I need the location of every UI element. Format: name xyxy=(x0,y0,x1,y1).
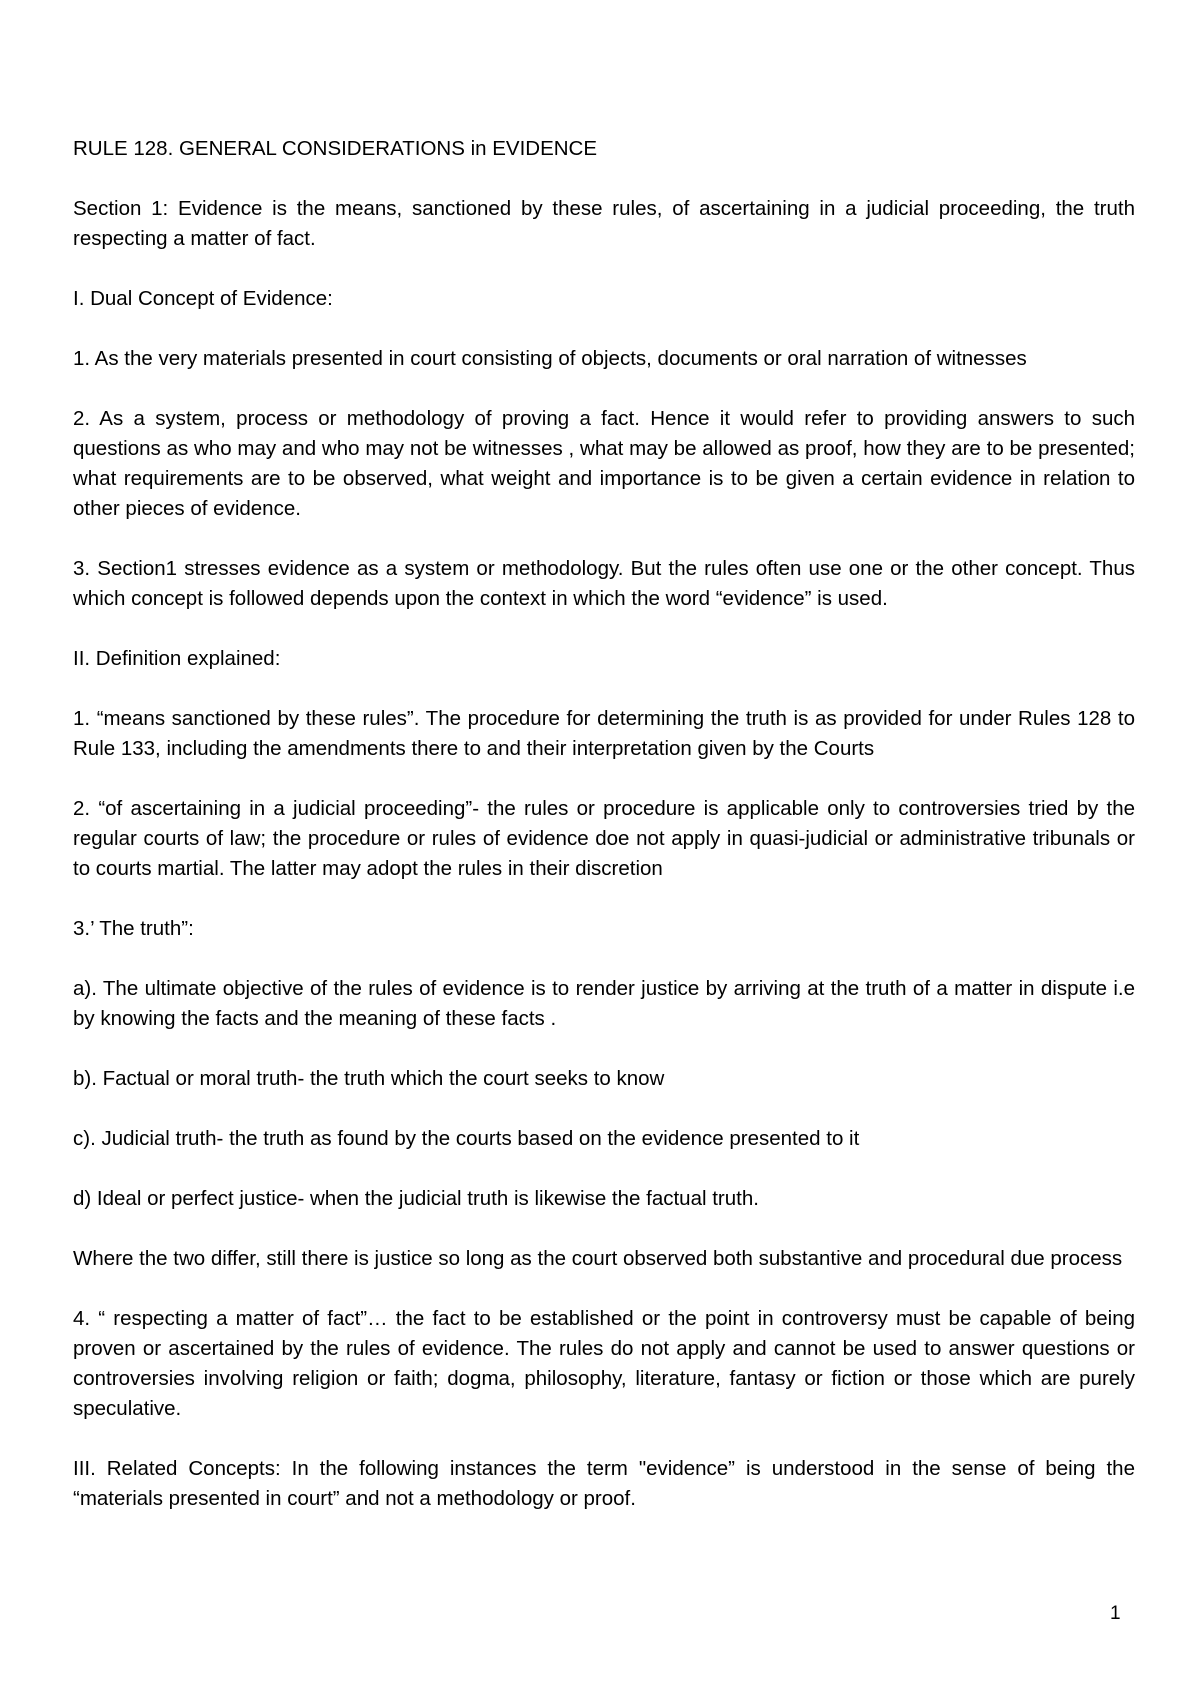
definition-item-4: 4. “ respecting a matter of fact”… the fact to be established or the point in controversy must be capable of being proven or ascertained by the rules of evidence. The rules do not apply and cannot be used to answer questions or controversies involving religion or faith; dogma, philosophy, literature, fantasy or fiction or those which are purely speculative. xyxy=(73,1307,1135,1420)
truth-item-b: b). Factual or moral truth- the truth which the court seeks to know xyxy=(73,1067,665,1090)
heading-related-concepts: III. Related Concepts: In the following instances the term "evidence” is understood in the sense of being the “materials presented in court” and not a methodology or proof. xyxy=(73,1457,1135,1510)
truth-item-d: d) Ideal or perfect justice- when the judicial truth is likewise the factual truth. xyxy=(73,1187,759,1210)
definition-item-1: 1. “means sanctioned by these rules”. The procedure for determining the truth is as provided for under Rules 128 to Rule 133, including the amendments there to and their interpretation given by the Courts xyxy=(73,707,1135,760)
heading-dual-concept: I. Dual Concept of Evidence: xyxy=(73,287,333,310)
document-page xyxy=(73,134,1135,1544)
truth-item-a: a). The ultimate objective of the rules of evidence is to render justice by arriving at the truth of a matter in dispute i.e by knowing the facts and the meaning of these facts . xyxy=(73,977,1135,1030)
dual-concept-item-2: 2. As a system, process or methodology of proving a fact. Hence it would refer to providing answers to such questions as who may and who may not be witnesses , what may be allowed as proof, how they are to be presented; what requirements are to be observed, what weight and importance is to be given a certain evidence in relation to other pieces of evidence. xyxy=(73,407,1135,520)
dual-concept-item-3: 3. Section1 stresses evidence as a system or methodology. But the rules often use one or the other concept. Thus which concept is followed depends upon the context in which the word “evidence” is used. xyxy=(73,557,1135,610)
definition-item-2: 2. “of ascertaining in a judicial proceeding”- the rules or procedure is applicable only to controversies tried by the regular courts of law; the procedure or rules of evidence doe not apply in quasi-judicial or administrative tribunals or to courts martial. The latter may adopt the rules in their discretion xyxy=(73,797,1135,880)
heading-definition-explained: II. Definition explained: xyxy=(73,647,281,670)
due-process-note: Where the two differ, still there is justice so long as the court observed both substantive and procedural due process xyxy=(73,1247,1123,1270)
dual-concept-item-1: 1. As the very materials presented in court consisting of objects, documents or oral narration of witnesses xyxy=(73,347,1027,370)
page-number: 1 xyxy=(1110,1603,1121,1624)
document-title: RULE 128. GENERAL CONSIDERATIONS in EVIDENCE xyxy=(73,137,598,160)
truth-item-c: c). Judicial truth- the truth as found by the courts based on the evidence presented to it xyxy=(73,1127,860,1150)
section-1-definition: Section 1: Evidence is the means, sanctioned by these rules, of ascertaining in a judicial proceeding, the truth respecting a matter of fact. xyxy=(73,197,1135,250)
definition-item-3-heading: 3.’ The truth”: xyxy=(73,917,194,940)
